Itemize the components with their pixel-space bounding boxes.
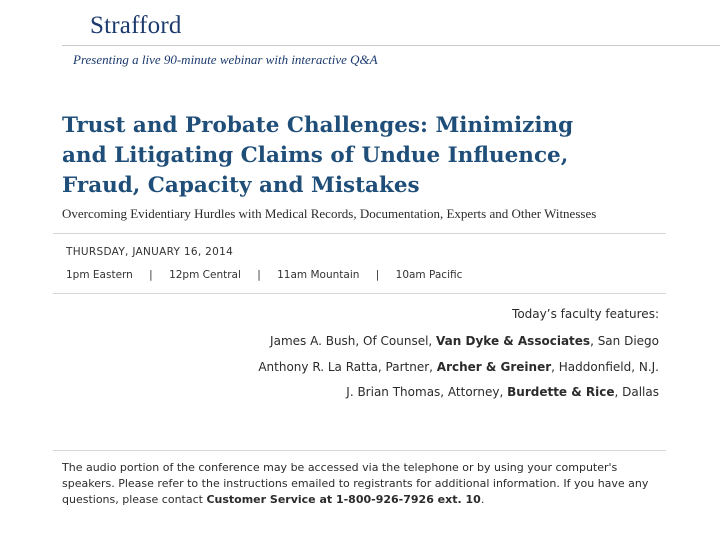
faculty-member [270,334,659,348]
customer-service-contact: Customer Service at 1-800-926-7926 ext. 10 [206,493,481,506]
faculty-name-role: Anthony R. La Ratta, Partner, [258,360,437,374]
faculty-member [346,385,659,399]
section-divider [53,233,666,234]
footer-end: . [480,493,485,506]
time-mountain: 11am Mountain [277,269,360,281]
time-pacific: 10am Pacific [395,269,463,281]
time-separator: | [257,269,261,281]
faculty-firm: Burdette & Rice [507,385,615,399]
section-divider [53,450,666,451]
webinar-subtitle: Overcoming Evidentiary Hurdles with Medical Records, Documentation, Experts and Other Witnesses [62,206,597,221]
time-central: 12pm Central [169,269,241,281]
faculty-firm: Van Dyke & Associates [436,334,591,348]
faculty-name-role: J. Brian Thomas, Attorney, [346,385,508,399]
webinar-times [66,269,462,281]
title-line: and Litigating Claims of Undue Influence, [62,143,569,168]
faculty-name-role: James A. Bush, Of Counsel, [270,334,437,348]
strafford-logo: Strafford [90,12,182,39]
faculty-firm: Archer & Greiner [436,360,552,374]
audio-instructions [62,460,662,508]
header-divider [62,45,720,46]
webinar-tagline: Presenting a live 90-minute webinar with interactive Q&A [73,52,378,67]
section-divider [53,293,666,294]
footer-text: The audio portion of the conference may be accessed via the telephone or by using your computer's speakers. Please refer to the instructions emailed to registrants for additional information. If you have any questions, please contact [62,461,649,506]
faculty-location: , Haddonfield, N.J. [551,360,659,374]
webinar-title [62,111,662,201]
webinar-date: THURSDAY, JANUARY 16, 2014 [66,246,234,258]
faculty-member [258,360,659,374]
time-separator: | [375,269,380,281]
faculty-location: , San Diego [590,334,659,348]
title-line: Trust and Probate Challenges: Minimizing [62,113,574,138]
faculty-heading: Today’s faculty features: [512,307,659,321]
time-separator: | [149,269,153,281]
faculty-location: , Dallas [614,385,659,399]
title-line: Fraud, Capacity and Mistakes [62,173,420,198]
time-eastern: 1pm Eastern [66,269,133,281]
